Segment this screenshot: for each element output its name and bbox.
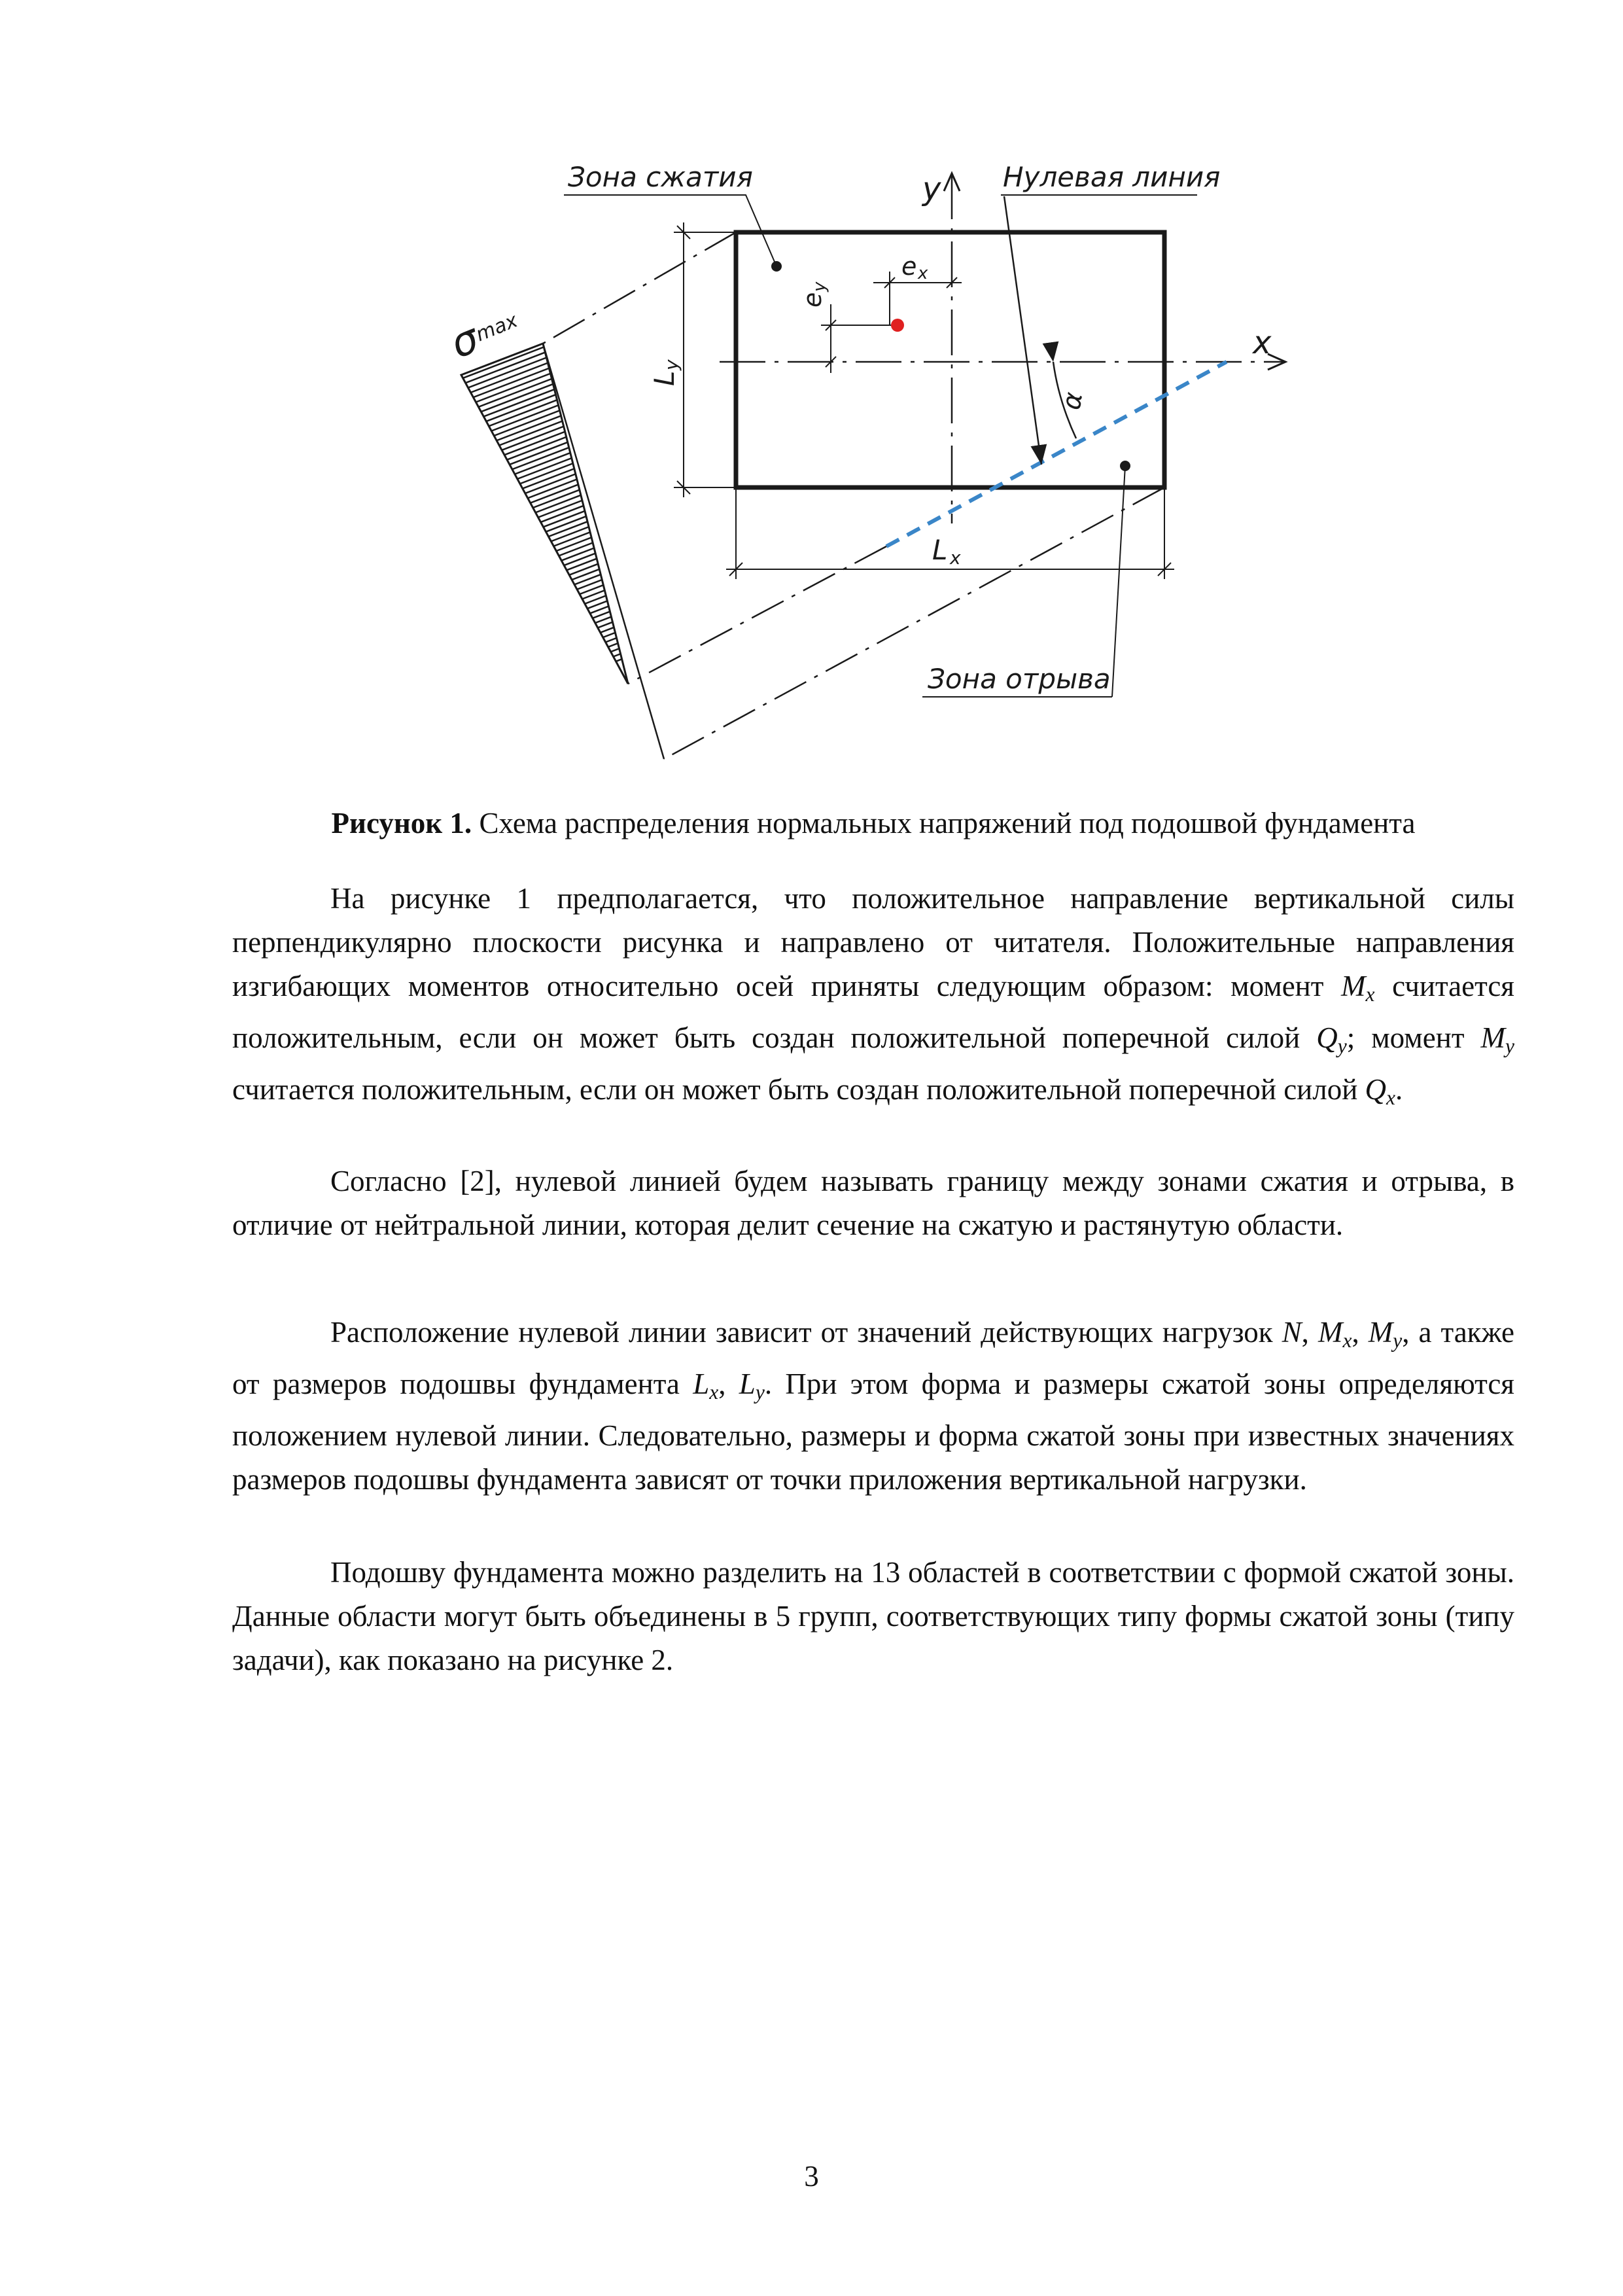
text-run: , <box>718 1367 739 1400</box>
projection-base-line <box>543 344 664 759</box>
lx-label <box>932 534 961 569</box>
hatch-line <box>432 356 596 419</box>
figure-caption-label: Рисунок 1. <box>331 807 472 839</box>
symbol-n: N <box>1282 1316 1302 1349</box>
projection-line-bottom <box>664 487 1164 759</box>
hatch-line <box>427 335 590 398</box>
hatch-line <box>456 440 620 503</box>
separation-zone-label: Зона отрыва <box>928 663 1111 695</box>
ly-label <box>648 359 682 386</box>
hatch-line <box>478 518 642 581</box>
hatch-line <box>481 529 644 592</box>
hatch-line <box>457 445 621 508</box>
text-run: считается положительным, если он может быть создан положительной поперечной силой <box>232 970 1514 1054</box>
hatch-line <box>475 508 638 571</box>
hatch-line <box>442 387 605 450</box>
hatch-line <box>434 361 597 424</box>
text-run: Расположение нулевой линии зависит от значений действующих нагрузок <box>330 1316 1282 1349</box>
y-axis-label: y <box>922 171 941 207</box>
hatch-line <box>493 571 656 633</box>
hatch-line <box>445 403 609 466</box>
hatch-line <box>504 612 668 675</box>
text-run: , <box>1301 1316 1318 1349</box>
svg-text:α: α <box>1056 389 1089 412</box>
figure-caption <box>232 804 1514 843</box>
hatch-line <box>512 639 675 701</box>
ex-label <box>901 252 928 283</box>
svg-text:x: x <box>918 264 928 283</box>
projection-line-top <box>543 232 736 344</box>
symbol-qx: Q <box>1365 1072 1387 1106</box>
hatch-line <box>436 366 599 429</box>
compression-zone-label: Зона сжатия <box>568 161 753 193</box>
symbol-lx: L <box>693 1367 710 1400</box>
hatch-line <box>476 513 640 576</box>
hatch-line <box>450 419 614 482</box>
svg-text:e: e <box>798 292 827 308</box>
svg-text:L: L <box>648 370 680 386</box>
projection-line-null <box>628 546 886 684</box>
figure-caption-text: Схема распределения нормальных напряжений под подошвой фундамента <box>479 807 1416 839</box>
text-run: . <box>1395 1072 1403 1106</box>
hatch-line <box>466 476 630 539</box>
foundation-outline <box>736 232 1164 487</box>
hatch-line <box>440 382 603 445</box>
null-line-label: Нулевая линия <box>1003 161 1221 193</box>
symbol-my: M <box>1480 1021 1506 1054</box>
paragraph-regions <box>232 1551 1514 1682</box>
paragraph-null-line-position <box>232 1311 1514 1502</box>
sigma-max-label <box>444 298 525 368</box>
hatch-line <box>468 482 631 544</box>
symbol-my: M <box>1368 1316 1393 1349</box>
hatch-line <box>455 434 618 497</box>
symbol-mx: M <box>1341 970 1366 1002</box>
hatch-line <box>488 555 652 618</box>
hatch-line <box>444 398 608 461</box>
hatch-line <box>459 450 623 513</box>
hatch-line <box>428 340 591 403</box>
hatch-line <box>491 565 655 628</box>
hatch-line <box>431 351 595 414</box>
symbol-qx-sub: x <box>1386 1086 1396 1109</box>
hatch-line <box>498 592 662 654</box>
hatch-line <box>500 597 663 660</box>
hatch-line <box>487 550 650 612</box>
load-point <box>891 319 904 332</box>
hatch-line <box>447 408 611 471</box>
symbol-ly-sub: y <box>755 1380 765 1404</box>
alpha-label <box>1056 390 1089 412</box>
hatch-line <box>474 503 637 565</box>
text-run: На рисунке 1 предполагается, что положительное направление вертикальной силы перпендикулярно плоскости рисунка и направлено от читателя. Положительные направления изгибающих моментов относительно осей приняты следующим образом: момент <box>232 882 1514 1002</box>
null-line <box>886 362 1227 546</box>
svg-text:y: y <box>810 281 829 292</box>
symbol-qy: Q <box>1316 1021 1338 1054</box>
symbol-my-sub: y <box>1505 1034 1514 1057</box>
svg-text:L: L <box>932 534 948 566</box>
hatch-line <box>490 560 654 623</box>
hatch-line <box>462 461 625 523</box>
symbol-mx-sub: x <box>1365 982 1375 1006</box>
svg-text:x: x <box>950 547 961 569</box>
hatch-line <box>472 497 636 560</box>
text-run: Подошву фундамента можно разделить на 13 областей в соответствии с формой сжатой зоны. Данные области могут быть объединены в 5 групп, соответствующих типу формы сжатой зоны (типу задачи), как показано на рисунке 2. <box>232 1556 1514 1676</box>
hatch-line <box>464 471 628 534</box>
separation-zone-leader-up <box>1112 466 1125 697</box>
paragraph-sign-convention <box>232 877 1514 1120</box>
hatch-line <box>507 623 671 686</box>
text-run: считается положительным, если он может быть создан положительной поперечной силой <box>232 1072 1365 1106</box>
hatch-line <box>485 544 649 607</box>
text-run: Согласно [2], нулевой линией будем называть границу между зонами сжатия и отрыва, в отличие от нейтральной линии, которая делит сечение на сжатую и растянутую области. <box>232 1165 1514 1241</box>
hatch-line <box>509 628 672 691</box>
page-number: 3 <box>804 2160 819 2193</box>
svg-text:σ: σ <box>444 313 486 368</box>
paragraph-null-line-definition <box>232 1159 1514 1247</box>
symbol-qy-sub: y <box>1337 1034 1347 1057</box>
svg-text:y: y <box>661 359 682 370</box>
stress-diagram <box>461 344 628 684</box>
ey-label <box>798 281 829 308</box>
null-line-leader <box>1004 196 1041 465</box>
hatch-line <box>503 607 667 670</box>
svg-text:e: e <box>901 252 917 281</box>
symbol-mx: M <box>1318 1316 1343 1349</box>
stress-hatching <box>425 330 675 701</box>
text-run: . При этом форма и размеры сжатой зоны определяются положением нулевой линии. Следовательно, размеры и форма сжатой зоны при известных значениях размеров подошвы фундамента зависят от точки приложения вертикальной нагрузки. <box>232 1367 1514 1496</box>
hatch-line <box>506 618 669 680</box>
symbol-my-sub: y <box>1393 1328 1403 1352</box>
text-run: , <box>1352 1316 1369 1349</box>
hatch-line <box>510 633 674 696</box>
hatch-line <box>497 586 661 649</box>
hatch-line <box>480 523 643 586</box>
hatch-line <box>484 539 648 602</box>
hatch-line <box>453 429 617 492</box>
symbol-lx-sub: x <box>709 1380 719 1404</box>
x-axis-label: x <box>1253 325 1272 361</box>
hatch-line <box>443 393 606 455</box>
text-run: ; момент <box>1346 1021 1481 1054</box>
symbol-mx-sub: x <box>1342 1328 1352 1352</box>
text-run: , а также от размеров подошвы фундамента <box>232 1316 1515 1400</box>
hatch-line <box>449 414 612 476</box>
hatch-line <box>451 424 615 487</box>
symbol-ly: L <box>739 1367 756 1400</box>
svg-text:max: max <box>472 309 521 347</box>
hatch-line <box>461 455 624 518</box>
hatch-line <box>501 602 665 665</box>
hatch-line <box>438 377 602 440</box>
hatch-line <box>437 372 601 434</box>
stress-distribution-figure <box>0 0 1623 785</box>
hatch-line <box>463 466 627 529</box>
